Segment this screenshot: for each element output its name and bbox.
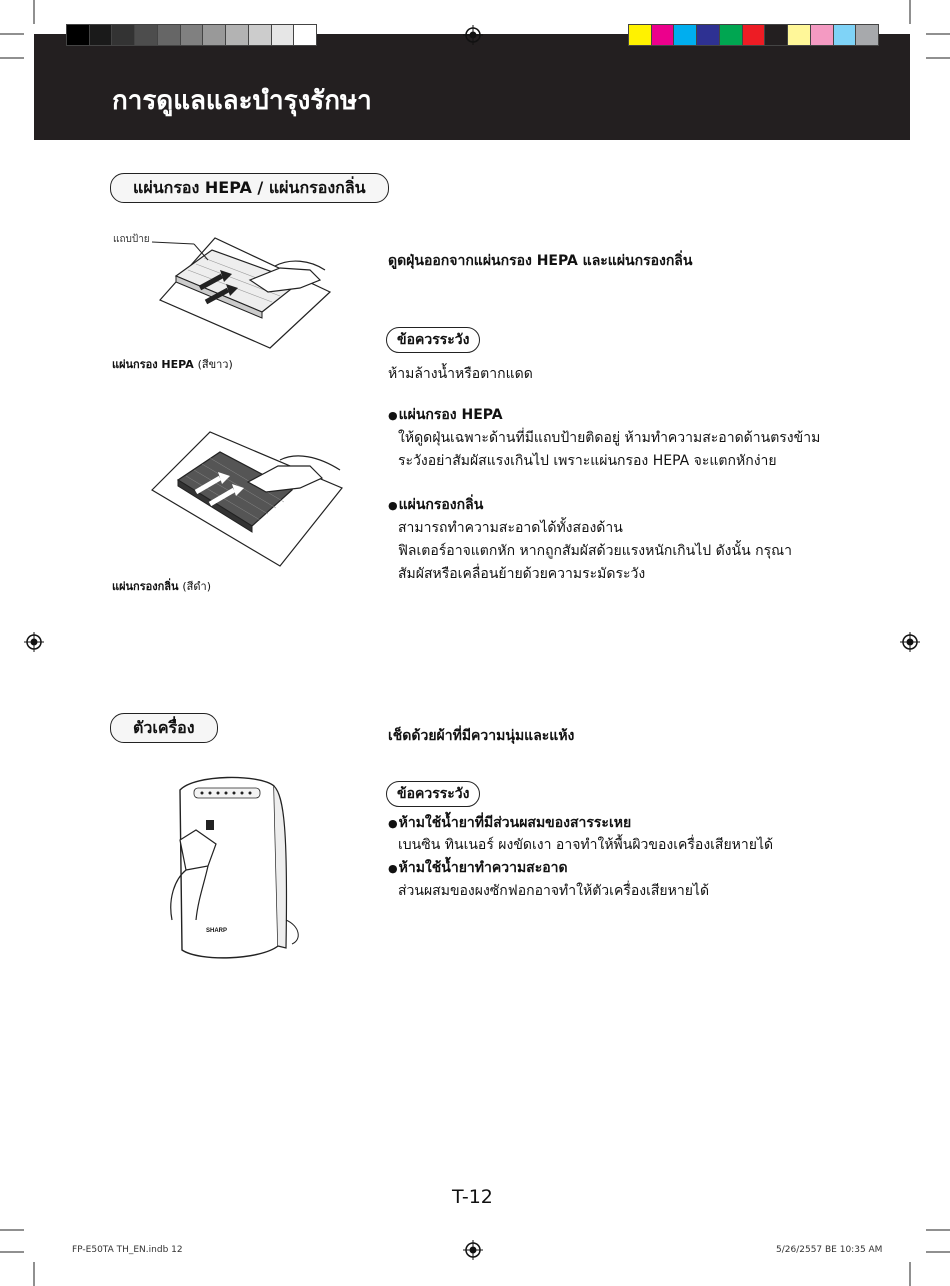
color-swatch bbox=[66, 24, 90, 46]
color-swatch bbox=[180, 24, 204, 46]
color-swatch bbox=[810, 24, 834, 46]
deo-line-1: สามารถทำความสะอาดได้ทั้งสองด้าน bbox=[398, 520, 623, 536]
color-swatch bbox=[719, 24, 743, 46]
color-swatch bbox=[293, 24, 317, 46]
filter-caution-label: ข้อควรระวัง bbox=[386, 327, 480, 353]
color-swatch bbox=[157, 24, 181, 46]
color-swatch bbox=[855, 24, 879, 46]
body-instruction: เช็ดด้วยผ้าที่มีความนุ่มและแห้ง bbox=[388, 728, 575, 744]
deo-caption bbox=[112, 577, 211, 595]
timestamp: 5/26/2557 BE 10:35 AM bbox=[776, 1245, 883, 1255]
brand-logo: SHARP bbox=[206, 928, 228, 934]
file-info: FP-E50TA TH_EN.indb 12 bbox=[72, 1245, 183, 1255]
color-swatch bbox=[271, 24, 295, 46]
hepa-caption-title: แผ่นกรอง HEPA bbox=[112, 358, 194, 371]
hepa-caption-note: (สีขาว) bbox=[197, 358, 233, 371]
color-swatch bbox=[628, 24, 652, 46]
hepa-caption bbox=[112, 355, 233, 373]
hepa-filter-illustration bbox=[150, 230, 350, 350]
page-title: การดูแลและบำรุงรักษา bbox=[112, 86, 372, 116]
hepa-line-2: ระวังอย่าสัมผัสแรงเกินไป เพราะแผ่นกรอง HEPA จะแตกหักง่าย bbox=[398, 453, 777, 469]
color-swatch bbox=[248, 24, 272, 46]
color-swatch bbox=[651, 24, 675, 46]
page-number: T-12 bbox=[452, 1186, 493, 1208]
tag-label: แถบป้าย bbox=[113, 234, 150, 245]
color-swatch bbox=[787, 24, 811, 46]
deo-line-2: ฟิลเตอร์อาจแตกหัก หากถูกสัมผัสด้วยแรงหนักเกินไป ดังนั้น กรุณา bbox=[398, 543, 792, 559]
grayscale-color-bar bbox=[66, 24, 316, 46]
color-swatch bbox=[764, 24, 788, 46]
color-swatch bbox=[673, 24, 697, 46]
color-swatch bbox=[134, 24, 158, 46]
registration-mark-right bbox=[900, 632, 920, 652]
warn1-title: ● ห้ามใช้น้ำยาที่มีส่วนผสมของสารระเหย bbox=[388, 812, 631, 835]
hepa-bullet-title: ● แผ่นกรอง HEPA bbox=[388, 404, 503, 427]
color-swatch bbox=[111, 24, 135, 46]
warn2-title: ● ห้ามใช้น้ำยาทำความสะอาด bbox=[388, 857, 568, 880]
deodorizing-filter-illustration bbox=[150, 430, 350, 570]
air-purifier-illustration bbox=[150, 770, 310, 970]
filter-instruction: ดูดฝุ่นออกจากแผ่นกรอง HEPA และแผ่นกรองกลิ่น bbox=[388, 253, 693, 269]
deo-caption-title: แผ่นกรองกลิ่น bbox=[112, 580, 179, 593]
color-swatch bbox=[225, 24, 249, 46]
process-color-bar bbox=[628, 24, 878, 46]
registration-mark-bottom bbox=[463, 1240, 483, 1260]
filter-caution-text: ห้ามล้างน้ำหรือตากแดด bbox=[388, 366, 533, 382]
registration-mark-left bbox=[24, 632, 44, 652]
color-swatch bbox=[696, 24, 720, 46]
filter-section-heading: แผ่นกรอง HEPA / แผ่นกรองกลิ่น bbox=[110, 173, 389, 203]
hepa-line-1: ให้ดูดฝุ่นเฉพาะด้านที่มีแถบป้ายติดอยู่ ห้ามทำความสะอาดด้านตรงข้าม bbox=[398, 430, 821, 446]
color-swatch bbox=[89, 24, 113, 46]
color-swatch bbox=[742, 24, 766, 46]
body-caution-label: ข้อควรระวัง bbox=[386, 781, 480, 807]
color-swatch bbox=[833, 24, 857, 46]
color-swatch bbox=[202, 24, 226, 46]
warn1-text: เบนซิน ทินเนอร์ ผงขัดเงา อาจทำให้พื้นผิวของเครื่องเสียหายได้ bbox=[398, 837, 774, 853]
deo-bullet-title: ● แผ่นกรองกลิ่น bbox=[388, 494, 483, 517]
warn2-text: ส่วนผสมของผงซักฟอกอาจทำให้ตัวเครื่องเสียหายได้ bbox=[398, 883, 710, 899]
body-section-heading: ตัวเครื่อง bbox=[110, 713, 218, 743]
deo-caption-note: (สีดำ) bbox=[182, 580, 211, 593]
deo-line-3: สัมผัสหรือเคลื่อนย้ายด้วยความระมัดระวัง bbox=[398, 566, 646, 582]
